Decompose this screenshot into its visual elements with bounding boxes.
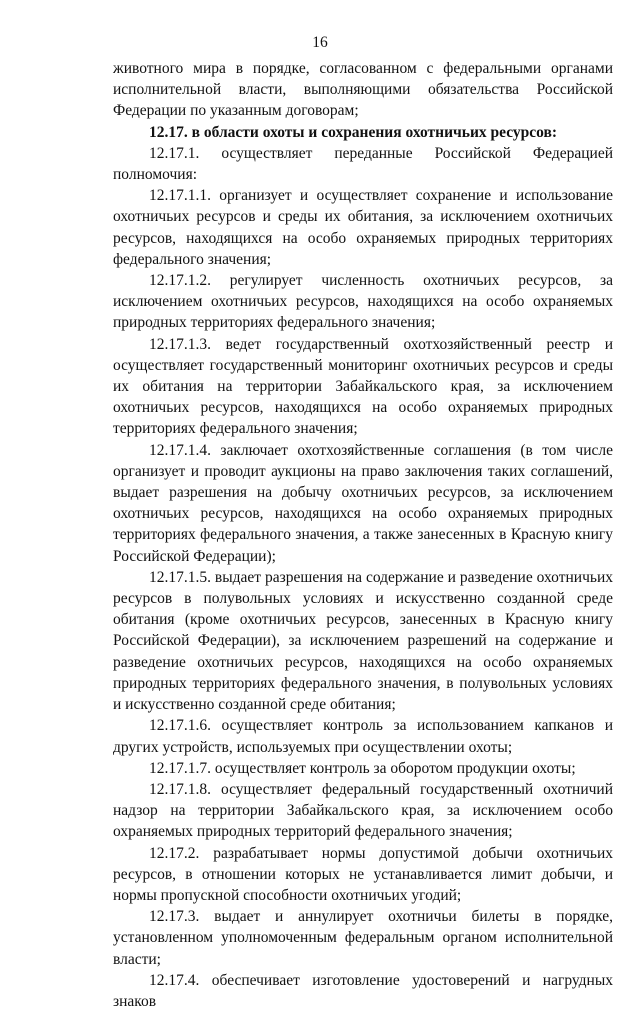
paragraph-12-17-2: 12.17.2. разрабатывает нормы допустимой добычи охотничьих ресурсов, в отношении которых не устанавливается лимит добычи, и нормы пропускной способности охотничьих угодий;: [113, 844, 613, 904]
paragraph-continuation: животного мира в порядке, согласованном с федеральными органами исполнительной власти, выполняющими обязательства Российской Федерации по указанным договорам;: [113, 60, 613, 120]
paragraph-12-17-1: 12.17.1. осуществляет переданные Российской Федерацией полномочия:: [113, 144, 613, 184]
paragraph-12-17-1-4: 12.17.1.4. заключает охотхозяйственные соглашения (в том числе организует и проводит аукционы на право заключения таких соглашений, выдает разрешения на добычу охотничьих ресурсов, за исключением охотничьих ресурсов, находящихся на особо охраняемых природных территориях федерального значения, а также занесенных в Красную книгу Российской Федерации);: [113, 441, 613, 565]
paragraph-12-17-1-8: 12.17.1.8. осуществляет федеральный государственный охотничий надзор на территории Забайкальского края, за исключением особо охраняемых природных территорий федерального значения;: [113, 780, 613, 841]
paragraph-12-17-1-3: 12.17.1.3. ведет государственный охотхозяйственный реестр и осуществляет государственный мониторинг охотничьих ресурсов и среды их обитания на территории Забайкальского края, за исключением охотничьих ресурсов, находящихся на особо охраняемых природных территориях федерального значения;: [113, 335, 613, 438]
section-heading-12-17: 12.17. в области охоты и сохранения охотничьих ресурсов:: [149, 123, 558, 141]
paragraph-12-17-3: 12.17.3. выдает и аннулирует охотничьи билеты в порядке, установленном уполномоченным федеральным органом исполнительной власти;: [113, 908, 613, 968]
paragraph-12-17-1-7: 12.17.1.7. осуществляет контроль за оборотом продукции охоты;: [149, 759, 576, 777]
paragraph-12-17-1-5: 12.17.1.5. выдает разрешения на содержание и разведение охотничьих ресурсов в полувольных условиях и искусственно созданной среде обитания (кроме охотничьих ресурсов, занесенных в Красную книгу Российской Федерации), за исключением разрешений на содержание и разведение охотничьих ресурсов, находящихся на особо охраняемых природных территориях федерального значения, в полувольных условиях и искусственно созданной среде обитания;: [113, 568, 613, 714]
document-body: [113, 58, 613, 1012]
paragraph-12-17-1-1: 12.17.1.1. организует и осуществляет сохранение и использование охотничьих ресурсов и среды их обитания, за исключением охотничьих ресурсов, находящихся на особо охраняемых природных территориях федерального значения;: [113, 187, 613, 268]
page-number: 16: [312, 34, 328, 51]
paragraph-12-17-1-2: 12.17.1.2. регулирует численность охотничьих ресурсов, за исключением охотничьих ресурсов, находящихся на особо охраняемых природных территориях федерального значения;: [113, 272, 613, 332]
paragraph-12-17-4: 12.17.4. обеспечивает изготовление удостоверений и нагрудных знаков: [113, 971, 613, 1010]
paragraph-12-17-1-6: 12.17.1.6. осуществляет контроль за использованием капканов и других устройств, используемых при осуществлении охоты;: [113, 717, 613, 756]
